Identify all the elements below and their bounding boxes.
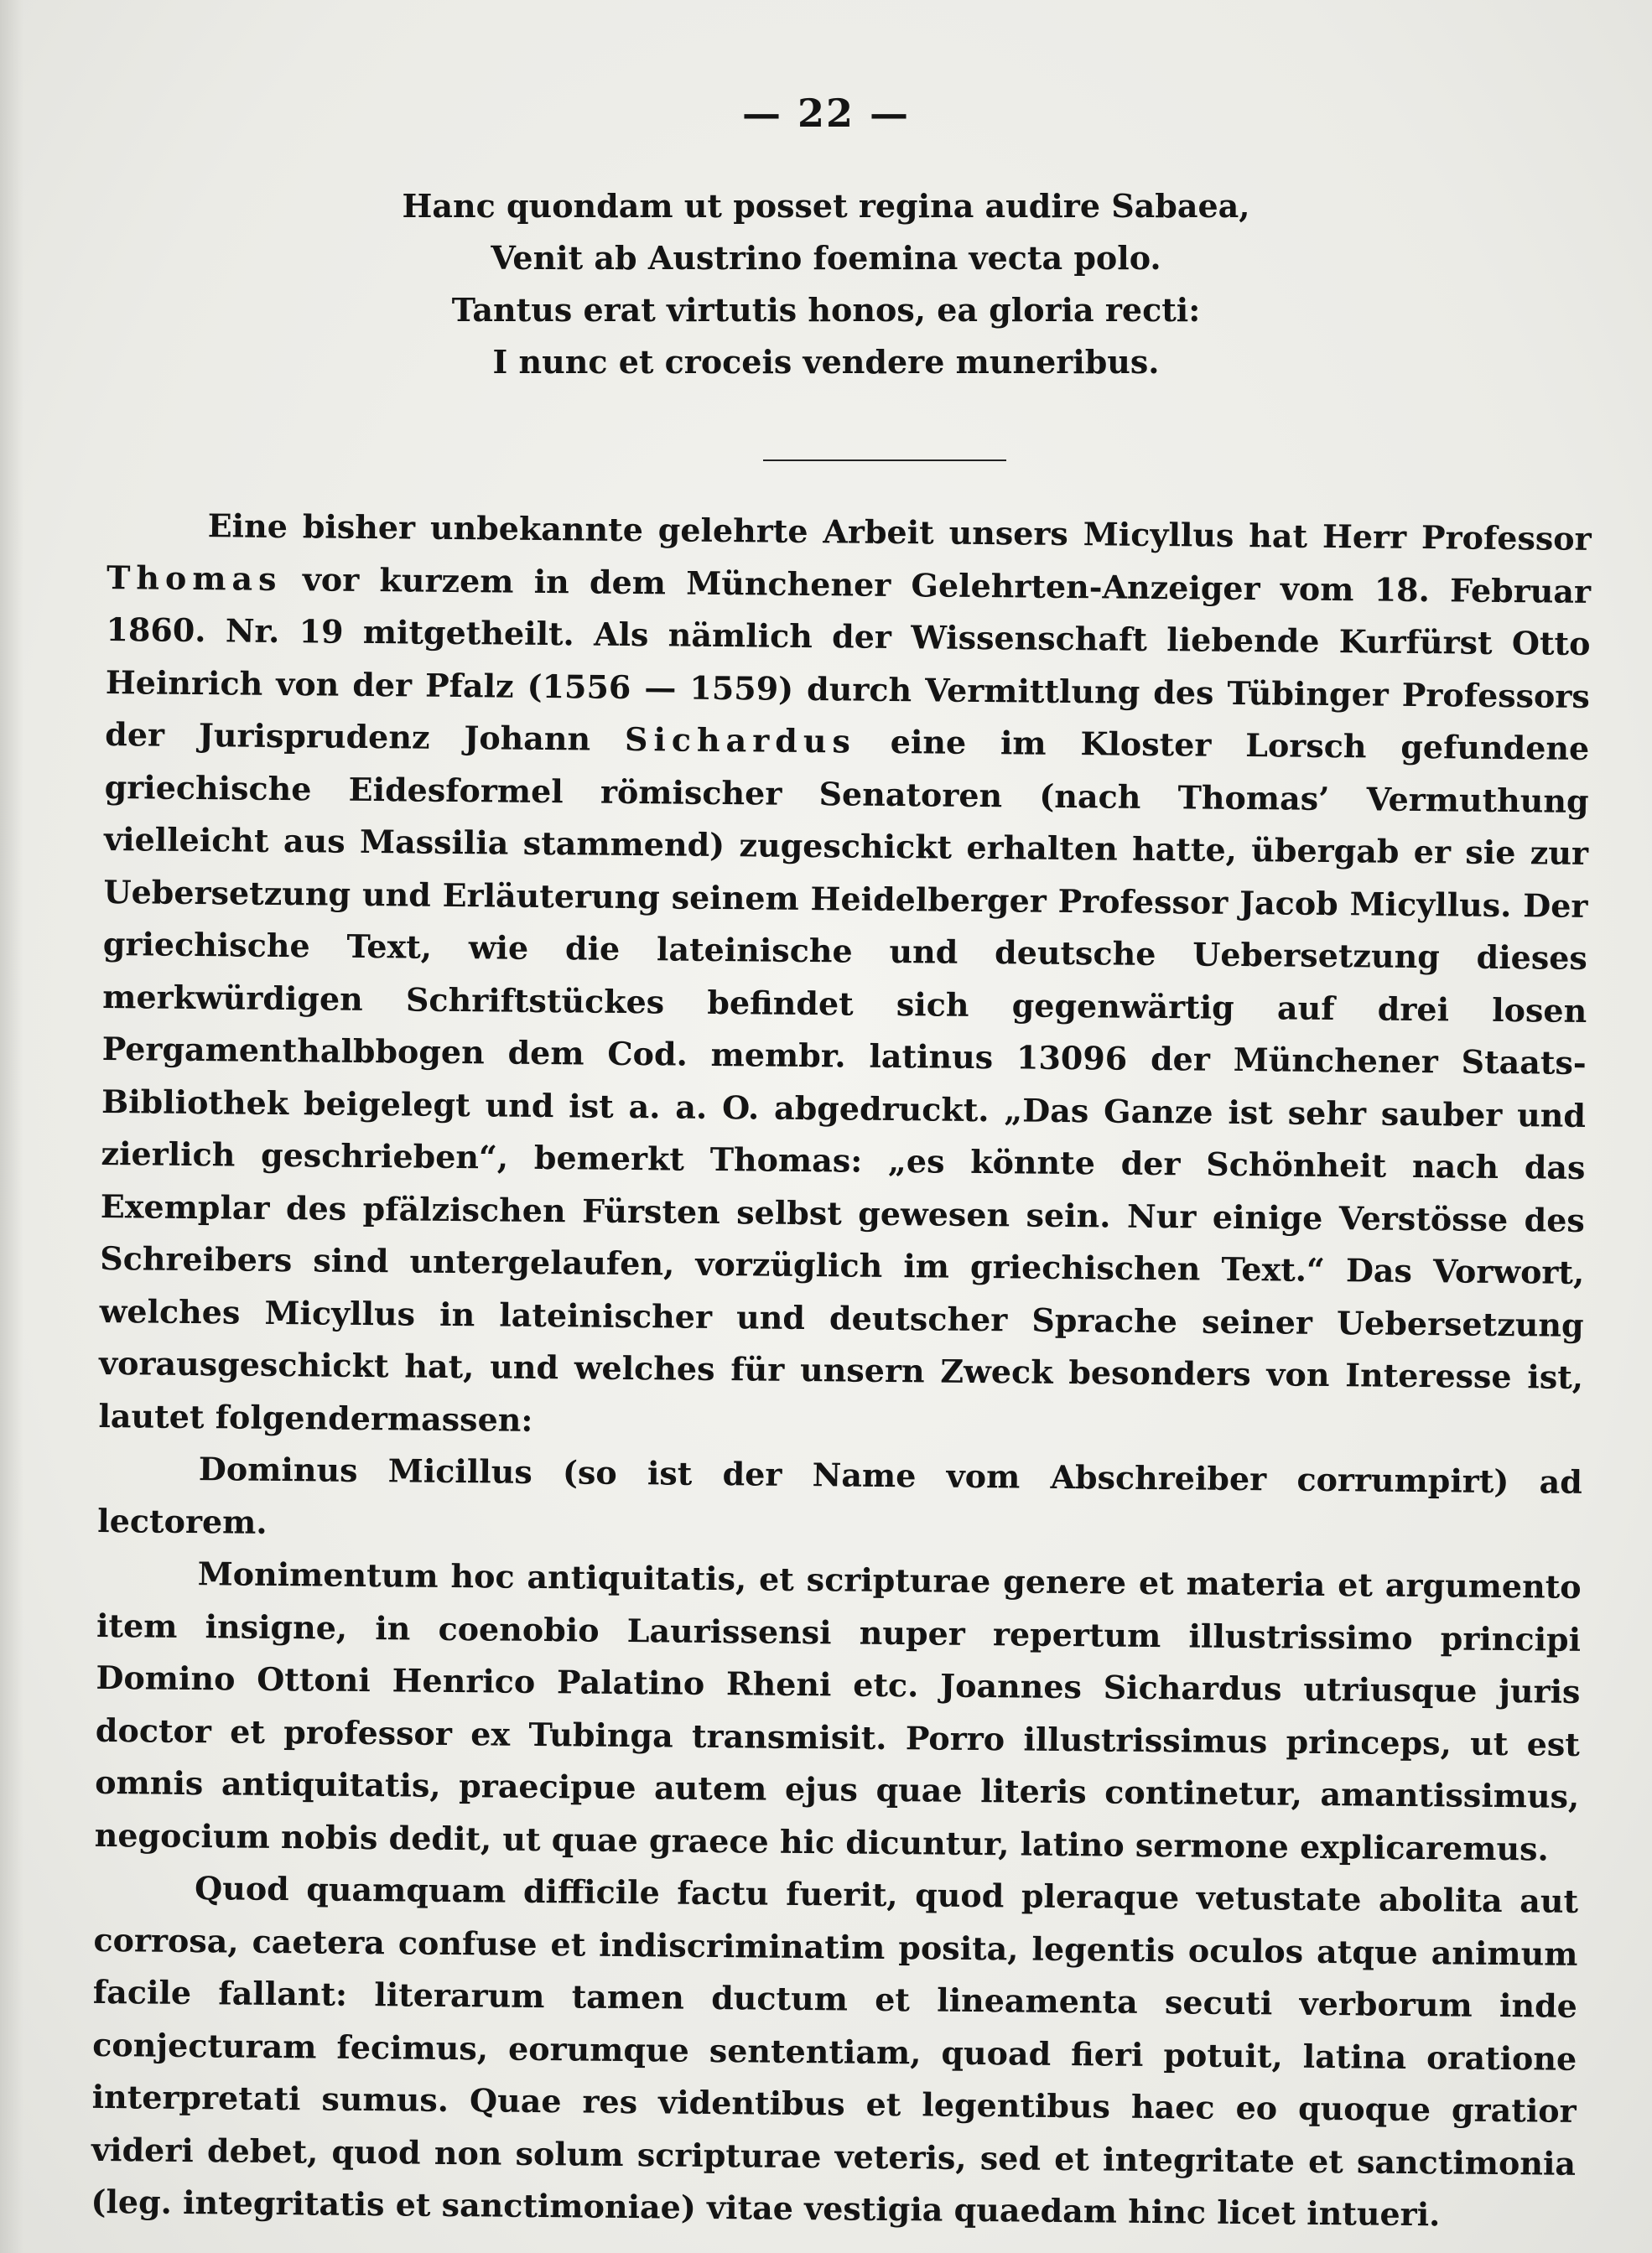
poem-line: Hanc quondam ut posset regina audire Sabaea, <box>402 187 1250 225</box>
page-number: — 22 — <box>741 91 911 136</box>
name-sichardus: Sichardus <box>624 719 857 761</box>
name-thomas: Thomas <box>106 558 283 598</box>
paragraph-micyllus-intro: Eine bisher unbekannte gelehrte Arbeit unsers Micyllus hat Herr Professor Thomas vor kurzem in dem Münchener Gelehrten-Anzeiger vom 18. Februar 1860. Nr. 19 mitgetheilt. Als nämlich der Wissenschaft liebende Kurfürst Otto Heinrich von der Pfalz (1556 — 1559) durch Vermittlung des Tübinger Professors der Jurisprudenz Johann Sichardus eine im Kloster Lorsch gefundene griechische Eidesformel römischer Senatoren (nach Thomas’ Vermuthung vielleicht aus Massilia stammend) zugeschickt erhalten hatte, übergab er sie zur Uebersetzung und Erläuterung seinem Heidelberger Professor Jacob Micyllus. Der griechische Text, wie die lateinische und deutsche Uebersetzung dieses merkwürdigen Schriftstückes befindet sich gegenwärtig auf drei losen Pergamenthalbbogen dem Cod. membr. latinus 13096 der Münchener Staats-Bibliothek beigelegt und ist a. a. O. abgedruckt. „Das Ganze ist sehr sauber und zierlich geschrieben“, bemerkt Thomas: „es könnte der Schönheit nach das Exemplar des pfälzischen Fürsten selbst gewesen sein. Nur einige Verstösse des Schreibers sind untergelaufen, vorzüglich im griechischen Text.“ Das Vorwort, welches Micyllus in lateinischer und deutscher Sprache seiner Uebersetzung vorausgeschickt hat, und welches für unsern Zweck besonders von Interesse ist, lautet folgendermassen: <box>98 506 1592 1439</box>
poem-line: I nunc et croceis vendere muneribus. <box>492 343 1160 381</box>
section-divider <box>763 459 1006 461</box>
poem-line: Tantus erat virtutis honos, ea gloria recti: <box>451 291 1201 329</box>
poem-line: Venit ab Austrino foemina vecta polo. <box>491 239 1161 277</box>
paragraph-heading-ad-lectorem: Dominus Micillus (so ist der Name vom Abschreiber corrumpirt) ad lectorem. <box>97 1450 1583 1541</box>
paragraph-quod-quamquam: Quod quamquam difficile factu fuerit, quod pleraque vetustate abolita aut corrosa, caetera confuse et indiscriminatim posita, legentis oculos atque animum facile fallant: literarum tamen ductum et lineamenta secuti verborum inde conjecturam fecimus, eorumque sententiam, quoad fieri potuit, latina oratione interpretati sumus. Quae res videntibus et legentibus haec eo quoque gratior videri debet, quod non solum scripturae veteris, sed et integritate et sanctimonia (leg. integritatis et sanctimoniae) vitae vestigia quaedam hinc licet intueri. <box>91 1869 1579 2234</box>
latin-poem <box>0 180 1652 388</box>
body-text <box>91 499 1592 2242</box>
paragraph-monimentum: Monimentum hoc antiquitatis, et scripturae genere et materia et argumento item insigne, in coenobio Laurissensi nuper repertum illustrissimo principi Domino Ottoni Henrico Palatino Rheni etc. Joannes Sichardus utriusque juris doctor et professor ex Tubinga transmisit. Porro illustrissimus princeps, ut est omnis antiquitatis, praecipue autem ejus quae literis continetur, amantissimus, negocium nobis dedit, ut quae graece hic dicuntur, latino sermone explicaremus. <box>94 1555 1582 1868</box>
